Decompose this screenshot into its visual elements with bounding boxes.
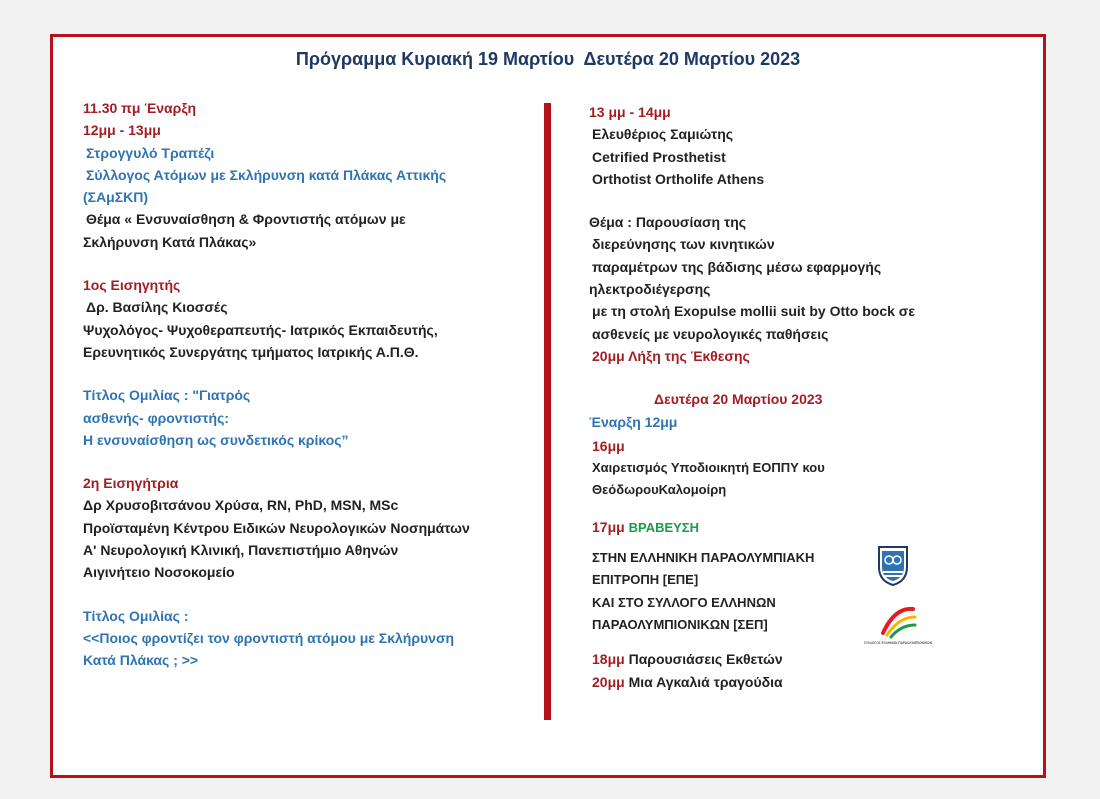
- theme2-line-6: ασθενείς με νευρολογικές παθήσεις: [592, 325, 829, 342]
- theme-line-1: Θέμα « Ενσυναίσθηση & Φροντιστής ατόμων με: [86, 211, 406, 228]
- program-title: Πρόγραμμα Κυριακή 19 Μαρτίου Δευτέρα 20 Μαρτίου 2023: [295, 49, 801, 69]
- paralympians-association-logo-icon: [863, 603, 933, 647]
- speaker2-role-1: Προϊσταμένη Κέντρου Ειδικών Νευρολογικών Νοσημάτων: [83, 519, 470, 536]
- speaker2-talk-2: <<Ποιος φροντίζει τον φροντιστή ατόμου με Σκλήρυνση: [83, 629, 455, 646]
- award-block: [589, 547, 1019, 646]
- award-line-1: ΣΤΗΝ ΕΛΛΗΝΙΚΗ ΠΑΡΑΟΛΥΜΠΙΑΚΗ: [592, 550, 815, 566]
- speaker3-role-2: Orthotist Ortholife Athens: [592, 170, 765, 187]
- award-line-3: ΚΑΙ ΣΤΟ ΣΥΛΛΟΓΟ ΕΛΛΗΝΩΝ: [592, 594, 776, 610]
- theme2-line-3: παραμέτρων της βάδισης μέσω εφαρμογής: [592, 258, 882, 275]
- speaker2-talk-3: Κατά Πλάκας ; >>: [83, 652, 199, 669]
- greeting-line-2: ΘεόδωρουΚαλομοίρη: [592, 482, 727, 498]
- exhibition-closing: 20μμ Λήξη της Έκθεσης: [592, 347, 750, 364]
- songs-row: [589, 671, 1019, 693]
- speaker1-talk-3: Η ενσυναίσθηση ως συνδετικός κρίκος”: [83, 431, 349, 448]
- association-line-2: (ΣΑμΣΚΠ): [83, 189, 149, 206]
- speaker1-role-2: Ερευνητικός Συνεργάτης τμήματος Ιατρικής Α.Π.Θ.: [83, 343, 419, 360]
- theme-line-2: Σκλήρυνση Κατά Πλάκας»: [83, 233, 257, 250]
- exhibitors-row: [589, 648, 1019, 670]
- award-heading: [589, 516, 1019, 539]
- theme2-line-2: διερεύνησης των κινητικών: [592, 236, 775, 253]
- award-line-2: ΕΠΙΤΡΟΠΗ [ΕΠΕ]: [592, 572, 699, 588]
- time-slot-1: 12μμ - 13μμ: [83, 122, 161, 139]
- column-divider: [544, 103, 551, 720]
- award-time: 17μμ: [592, 518, 625, 535]
- award-line-4: ΠΑΡΑΟΛΥΜΠΙΟΝΙΚΩΝ [ΣΕΠ]: [592, 616, 768, 632]
- exhibitors-time: 18μμ: [592, 651, 625, 668]
- paralympic-committee-logo-icon: [875, 543, 911, 587]
- songs-time: 20μμ: [592, 673, 625, 690]
- songs-label: Μια Αγκαλιά τραγούδια: [628, 673, 783, 690]
- greeting-time: 16μμ: [592, 437, 625, 454]
- theme2-line-4: ηλεκτροδιέγερσης: [589, 281, 711, 298]
- speaker3-name: Ελευθέριος Σαμιώτης: [592, 126, 734, 143]
- right-column: [589, 101, 1019, 693]
- time-slot-2: 13 μμ - 14μμ: [589, 104, 671, 120]
- speaker1-talk-2: ασθενής- φροντιστής:: [83, 409, 230, 426]
- left-column: [83, 97, 543, 672]
- award-label: ΒΡΑΒΕΥΣΗ: [628, 519, 699, 535]
- speaker2-role-2: Α' Νευρολογική Κλινική, Πανεπιστήμιο Αθηνών: [83, 542, 399, 559]
- award-logos: [863, 543, 933, 647]
- day2-start: Έναρξη 12μμ: [589, 413, 678, 430]
- greeting-line-1: Χαιρετισμός Υποδιοικητή ΕΟΠΠΥ κου: [592, 460, 825, 476]
- speaker2-heading: 2η Εισηγήτρια: [83, 475, 179, 492]
- program-frame: [50, 34, 1046, 778]
- speaker1-role-1: Ψυχολόγος- Ψυχοθεραπευτής- Ιατρικός Εκπαιδευτής,: [83, 321, 438, 338]
- theme2-line-1: Θέμα : Παρουσίαση της: [589, 214, 747, 231]
- speaker3-role-1: Cetrified Prosthetist: [592, 148, 726, 165]
- speaker1-name: Δρ. Βασίλης Κιοσσές: [86, 299, 228, 316]
- round-table-label: Στρογγυλό Τραπέζι: [86, 144, 215, 161]
- speaker2-name: Δρ Χρυσοβιτσάνου Χρύσα, RN, PhD, MSN, MSc: [83, 497, 399, 514]
- speaker2-talk-1: Τίτλος Ομιλίας :: [83, 607, 189, 624]
- exhibitors-label: Παρουσιάσεις Εκθετών: [628, 651, 783, 668]
- speaker1-talk-1: Τίτλος Ομιλίας : "Γιατρός: [83, 387, 251, 404]
- speaker2-role-3: Αιγινήτειο Νοσοκομείο: [83, 564, 235, 581]
- logo2-caption: ΣΥΛΛΟΓΟΣ ΕΛΛΗΝΩΝ ΠΑΡΑΟΛΥΜΠΙΟΝΙΚΩΝ: [863, 641, 933, 646]
- speaker1-heading: 1ος Εισηγητής: [83, 277, 181, 294]
- start-time: 11.30 πμ Έναρξη: [83, 100, 197, 116]
- association-line-1: Σύλλογος Ατόμων με Σκλήρυνση κατά Πλάκας Αττικής: [86, 166, 447, 183]
- theme2-line-5: με τη στολή Exopulse mollii suit by Otto bock σε: [592, 303, 916, 320]
- day2-heading: Δευτέρα 20 Μαρτίου 2023: [654, 391, 823, 408]
